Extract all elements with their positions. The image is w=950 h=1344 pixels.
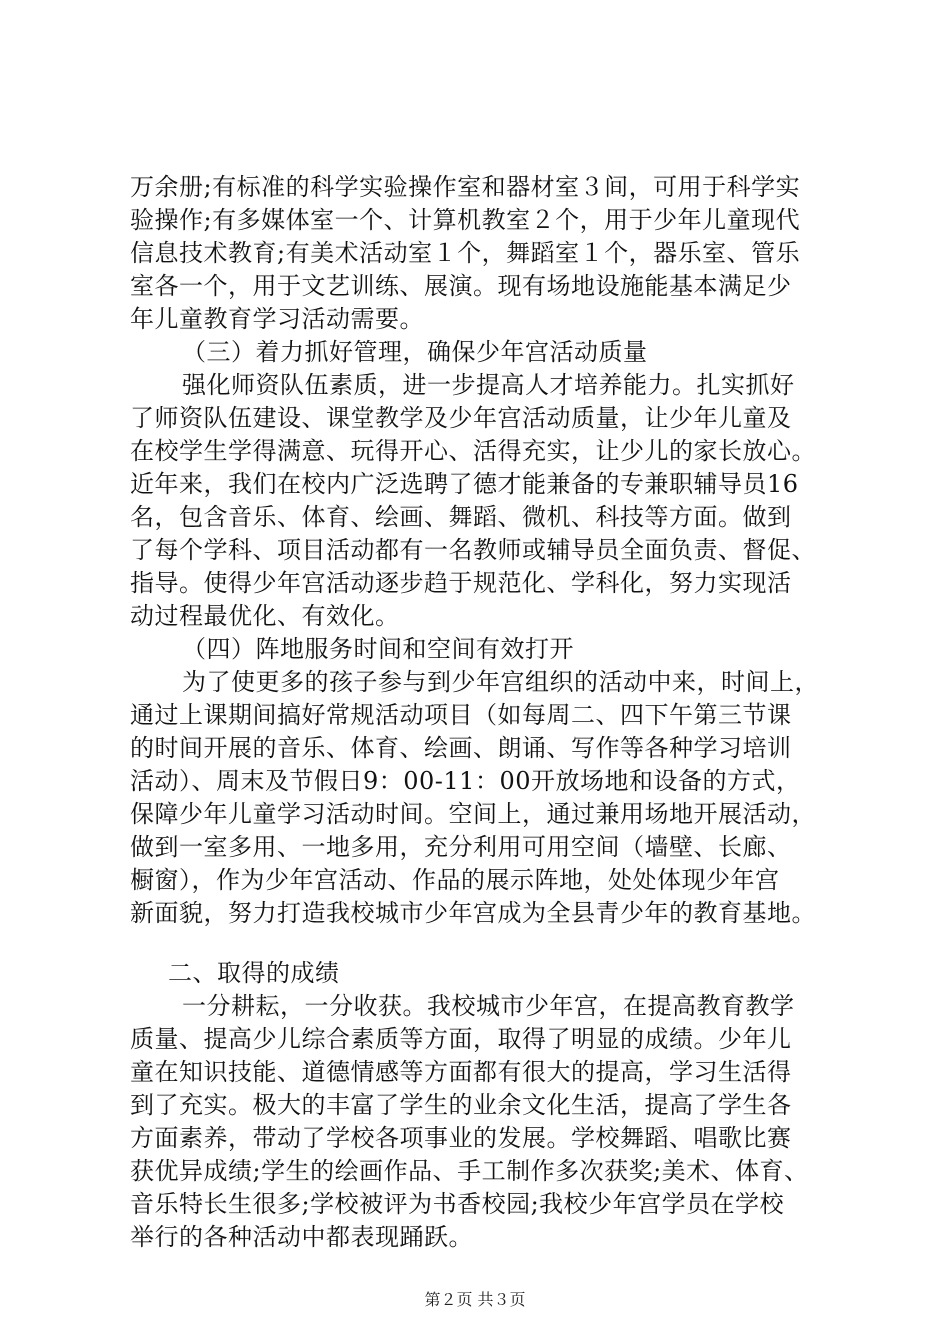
paragraph-line: 室各一个，用于文艺训练、展演。现有场地设施能基本满足少 (130, 272, 792, 300)
paragraph-line: 名，包含音乐、体育、绘画、舞蹈、微机、科技等方面。做到 (130, 503, 792, 531)
paragraph-line: 质量、提高少儿综合素质等方面，取得了明显的成绩。少年儿 (130, 1025, 792, 1053)
paragraph-line: 指导。使得少年宫活动逐步趋于规范化、学科化，努力实现活 (130, 569, 792, 597)
paragraph-line: 信息技术教育;有美术活动室１个，舞蹈室１个，器乐室、管乐 (130, 239, 801, 267)
paragraph-line: 在校学生学得满意、玩得开心、活得充实，让少儿的家长放心。 (130, 437, 816, 465)
section-heading: （四）阵地服务时间和空间有效打开 (182, 635, 574, 663)
paragraph-line: 举行的各种活动中都表现踊跃。 (130, 1223, 473, 1251)
paragraph-line: 强化师资队伍素质，进一步提高人才培养能力。扎实抓好 (182, 371, 795, 399)
paragraph-line: 万余册;有标准的科学实验操作室和器材室３间，可用于科学实 (130, 173, 801, 201)
paragraph-line: 验操作;有多媒体室一个、计算机教室２个，用于少年儿童现代 (130, 206, 801, 234)
paragraph-line: 橱窗），作为少年宫活动、作品的展示阵地，处处体现少年宫 (130, 866, 780, 894)
paragraph-line: 音乐特长生很多;学校被评为书香校园;我校少年宫学员在学校 (130, 1190, 785, 1218)
paragraph-line: 为了使更多的孩子参与到少年宫组织的活动中来，时间上， (182, 668, 819, 696)
paragraph-line: 新面貌，努力打造我校城市少年宫成为全县青少年的教育基地。 (130, 899, 816, 927)
paragraph-line: 活动）、周末及节假日9：00-11：00开放场地和设备的方式， (130, 767, 801, 795)
paragraph-line: 获优异成绩;学生的绘画作品、手工制作多次获奖;美术、体育、 (130, 1157, 809, 1185)
paragraph-line: 通过上课期间搞好常规活动项目（如每周二、四下午第三节课 (130, 701, 792, 729)
paragraph-line: 一分耕耘，一分收获。我校城市少年宫，在提高教育教学 (182, 992, 795, 1020)
paragraph-line: 做到一室多用、一地多用，充分利用可用空间（墙壁、长廊、 (130, 833, 792, 861)
paragraph-line: 保障少年儿童学习活动时间。空间上，通过兼用场地开展活动， (130, 800, 816, 828)
paragraph-line: 了每个学科、项目活动都有一名教师或辅导员全面负责、督促、 (130, 536, 816, 564)
section-heading: 二、取得的成绩 (168, 959, 340, 987)
paragraph-line: 年儿童教育学习活动需要。 (130, 305, 424, 333)
paragraph-line: 的时间开展的音乐、体育、绘画、朗诵、写作等各种学习培训 (130, 734, 792, 762)
section-heading: （三）着力抓好管理，确保少年宫活动质量 (182, 338, 648, 366)
paragraph-line: 到了充实。极大的丰富了学生的业余文化生活，提高了学生各 (130, 1091, 792, 1119)
paragraph-line: 了师资队伍建设、课堂教学及少年宫活动质量，让少年儿童及 (130, 404, 792, 432)
paragraph-line: 方面素养，带动了学校各项事业的发展。学校舞蹈、唱歌比赛 (130, 1124, 792, 1152)
paragraph-line: 近年来，我们在校内广泛选聘了德才能兼备的专兼职辅导员16 (130, 470, 799, 498)
paragraph-line: 童在知识技能、道德情感等方面都有很大的提高，学习生活得 (130, 1058, 792, 1086)
paragraph-line: 动过程最优化、有效化。 (130, 602, 400, 630)
page-number-footer: 第２页 共３页 (424, 1290, 526, 1309)
